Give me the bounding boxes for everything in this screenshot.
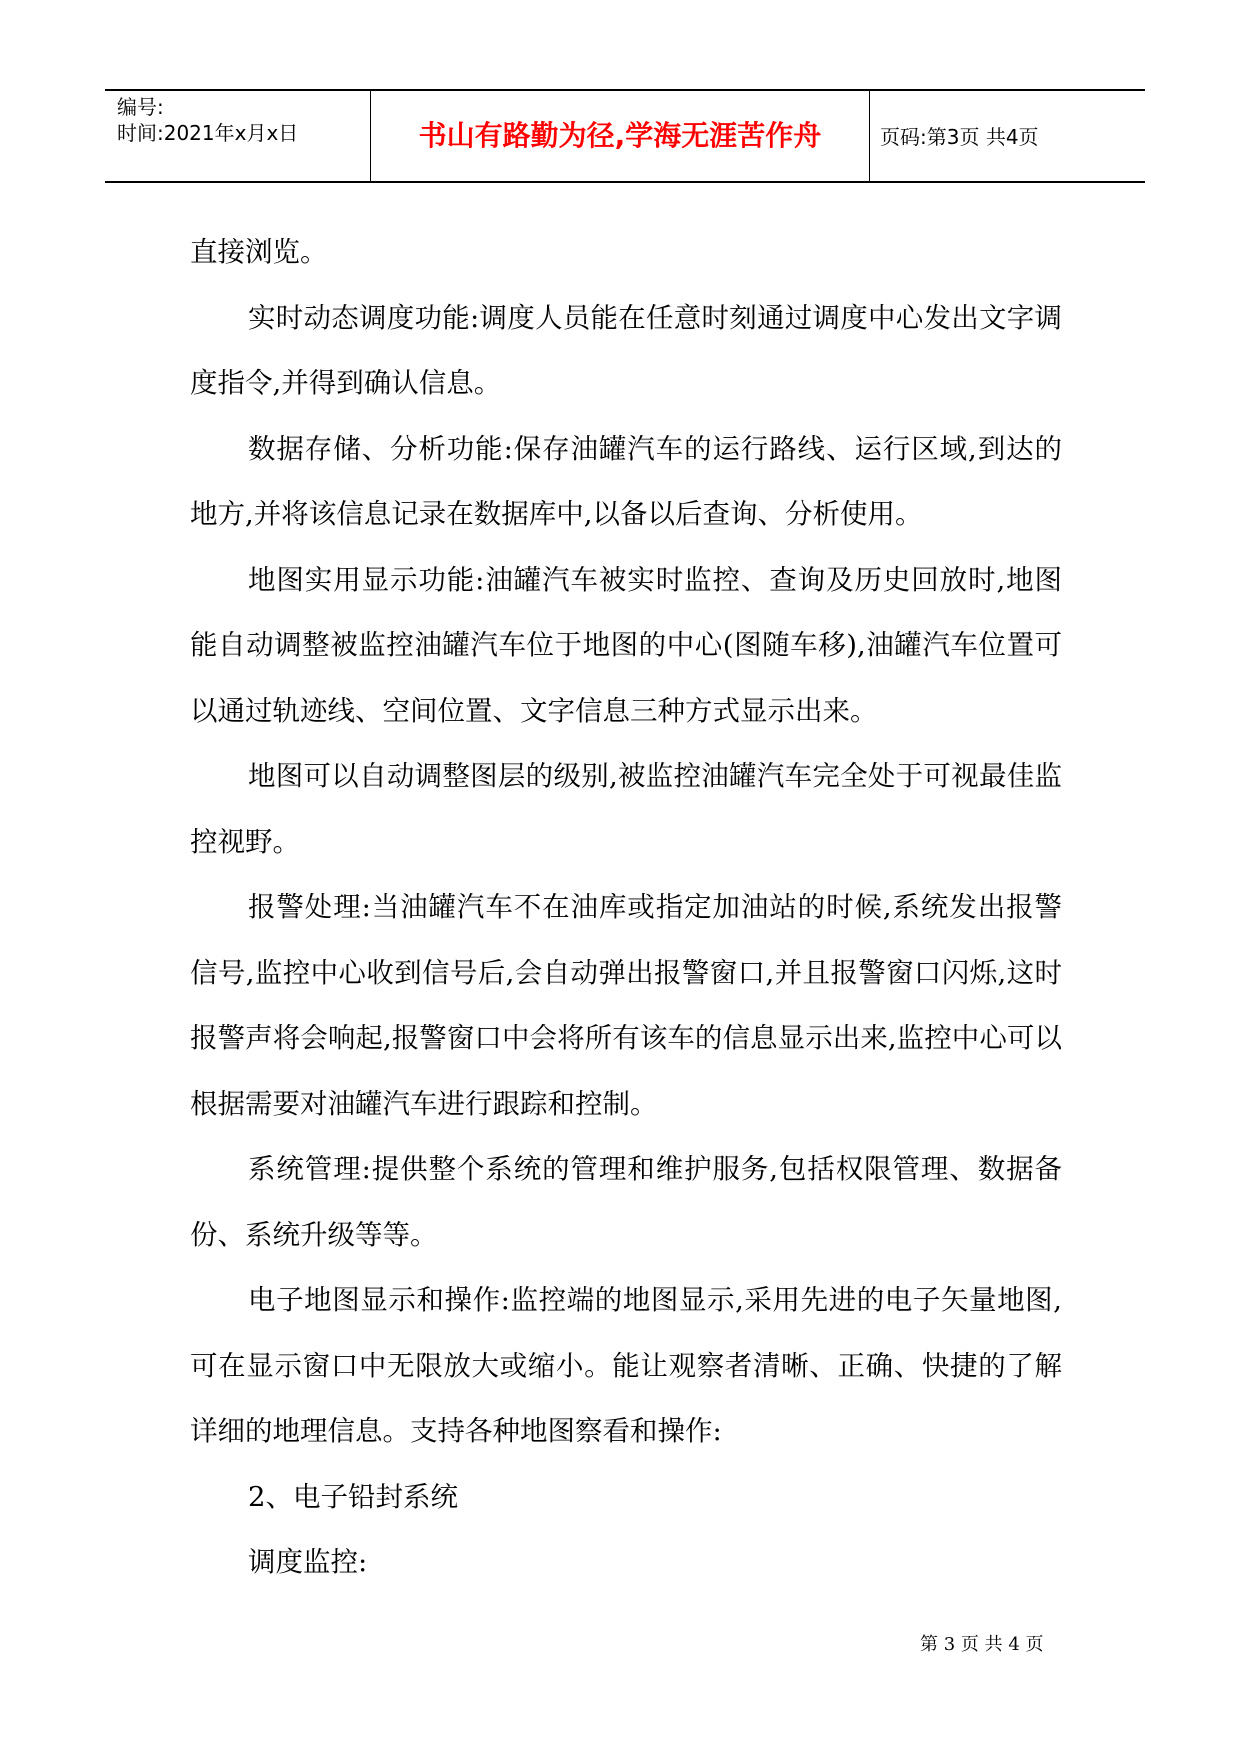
document-header xyxy=(105,89,1145,183)
header-left-cell xyxy=(105,91,370,181)
paragraph-alarm-handling: 报警处理:当油罐汽车不在油库或指定加油站的时候,系统发出报警信号,监控中心收到信号后,会自动弹出报警窗口,并且报警窗口闪烁,这时报警声将会响起,报警窗口中会将所有该车的信息显示出来,监控中心可以根据需要对油罐汽车进行跟踪和控制。 xyxy=(190,891,1062,1120)
section-heading-dispatch-monitoring: 调度监控: xyxy=(248,1546,368,1578)
paragraph-map-layers: 地图可以自动调整图层的级别,被监控油罐汽车完全处于可视最佳监控视野。 xyxy=(190,760,1062,858)
header-middle-cell xyxy=(370,91,870,181)
paragraph-system-management: 系统管理:提供整个系统的管理和维护服务,包括权限管理、数据备份、系统升级等等。 xyxy=(190,1153,1062,1251)
document-body xyxy=(190,220,1062,1596)
paragraph-map-display: 地图实用显示功能:油罐汽车被实时监控、查询及历史回放时,地图能自动调整被监控油罐汽车位于地图的中心(图随车移),油罐汽车位置可以通过轨迹线、空间位置、文字信息三种方式显示出来。 xyxy=(190,563,1062,727)
paragraph-continuation: 直接浏览。 xyxy=(190,236,328,268)
header-page-code: 页码:第3页 共4页 xyxy=(880,125,1039,149)
document-time-label: 时间:2021年x月x日 xyxy=(117,121,299,145)
document-number-label: 编号: xyxy=(117,95,164,119)
header-motto: 书山有路勤为径,学海无涯苦作舟 xyxy=(418,119,822,152)
paragraph-data-storage: 数据存储、分析功能:保存油罐汽车的运行路线、运行区域,到达的地方,并将该信息记录在数据库中,以备以后查询、分析使用。 xyxy=(190,432,1062,530)
page-footer: 第 3 页 共 4 页 xyxy=(920,1634,1044,1655)
paragraph-electronic-map: 电子地图显示和操作:监控端的地图显示,采用先进的电子矢量地图,可在显示窗口中无限放大或缩小。能让观察者清晰、正确、快捷的了解详细的地理信息。支持各种地图察看和操作: xyxy=(190,1284,1062,1447)
header-right-cell xyxy=(870,91,1145,181)
paragraph-realtime-dispatch: 实时动态调度功能:调度人员能在任意时刻通过调度中心发出文字调度指令,并得到确认信息。 xyxy=(190,301,1062,399)
section-heading-electronic-seal: 2、电子铅封系统 xyxy=(248,1480,458,1513)
